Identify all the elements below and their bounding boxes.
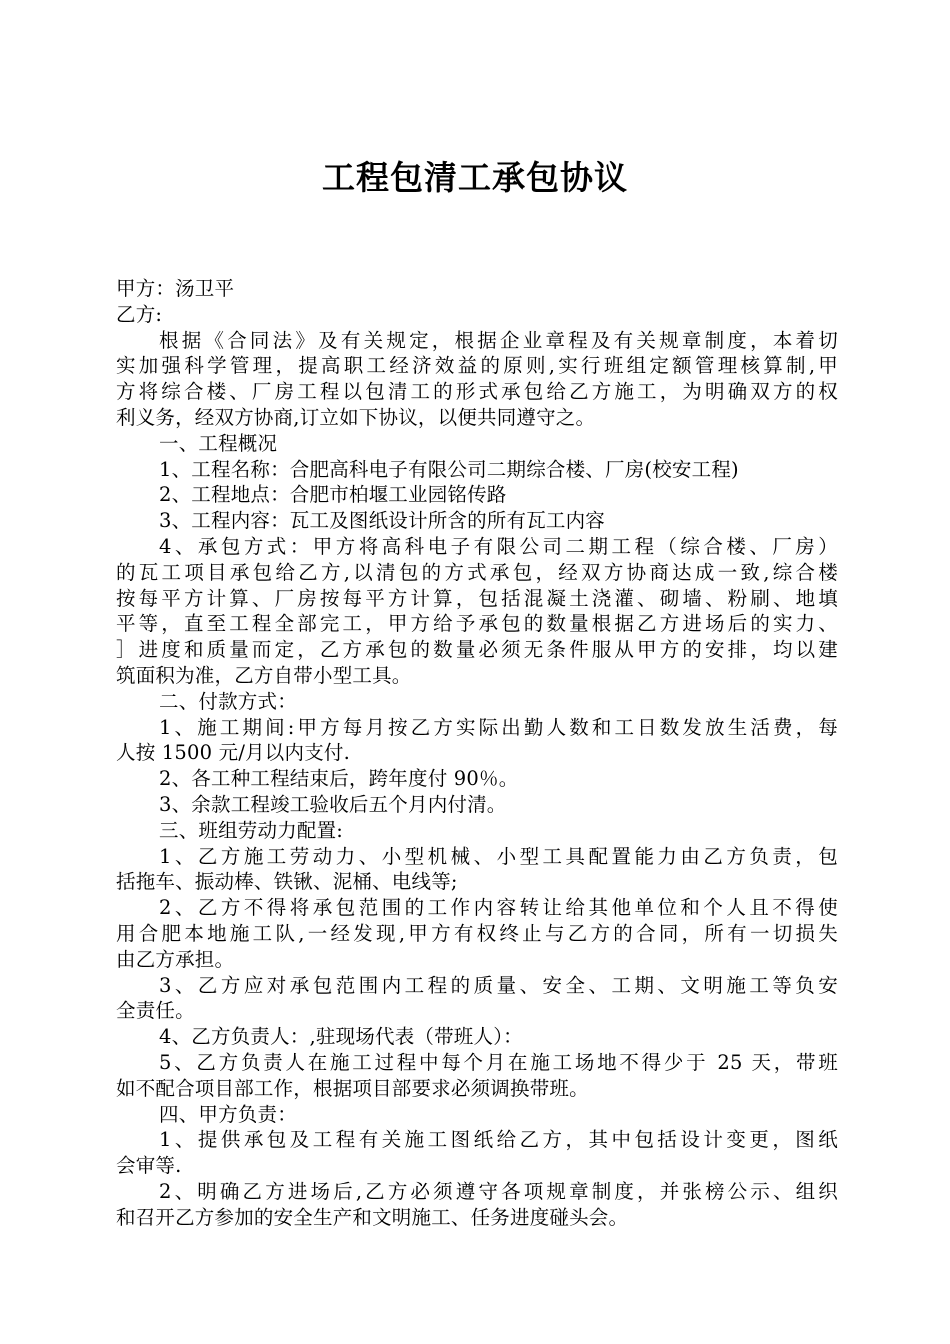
clause-line: 会审等. xyxy=(116,1154,182,1178)
paragraph-line: 实加强科学管理，提高职工经济效益的原则,实行班组定额管理核算制,甲 xyxy=(116,354,838,378)
clause-line: 平等，直至工程全部完工，甲方给予承包的数量根据乙方进场后的实力、 xyxy=(116,612,838,636)
document-title: 工程包清工承包协议 xyxy=(322,158,628,197)
document-body xyxy=(116,276,838,1230)
clause-line: 的瓦工项目承包给乙方,以清包的方式承包，经双方协商达成一致,综合楼 xyxy=(116,560,838,584)
section-heading: 四、甲方负责： xyxy=(159,1102,297,1126)
clause-line: 1、工程名称：合肥高科电子有限公司二期综合楼、厂房(校安工程) xyxy=(159,457,739,481)
clause-line: 5、乙方负责人在施工过程中每个月在施工场地不得少于 25 天，带班 xyxy=(159,1050,838,1074)
clause-line: 4、承包方式：甲方将高科电子有限公司二期工程（综合楼、厂房） xyxy=(159,534,838,558)
clause-line: 1、提供承包及工程有关施工图纸给乙方，其中包括设计变更，图纸 xyxy=(159,1128,838,1152)
clause-line: 3、余款工程竣工验收后五个月内付清。 xyxy=(159,792,507,816)
clause-line: 括拖车、振动棒、铁锹、泥桶、电线等; xyxy=(116,870,458,894)
clause-line: 1、乙方施工劳动力、小型机械、小型工具配置能力由乙方负责，包 xyxy=(159,844,838,868)
clause-line: 3、工程内容：瓦工及图纸设计所含的所有瓦工内容 xyxy=(159,509,606,533)
clause-line: 筑面积为准，乙方自带小型工具。 xyxy=(116,663,412,687)
clause-line: 1、施工期间:甲方每月按乙方实际出勤人数和工日数发放生活费，每 xyxy=(159,715,838,739)
party-a-line: 甲方：汤卫平 xyxy=(116,277,235,300)
clause-line: 3、乙方应对承包范围内工程的质量、安全、工期、文明施工等负安 xyxy=(159,973,838,997)
clause-line: 2、乙方不得将承包范围的工作内容转让给其他单位和个人且不得使 xyxy=(159,896,838,920)
clause-line: ］进度和质量而定，乙方承包的数量必须无条件服从甲方的安排，均以建 xyxy=(116,638,838,662)
clause-line: 全责任。 xyxy=(116,999,195,1023)
clause-line: 2、工程地点：合肥市柏堰工业园铭传路 xyxy=(159,483,507,507)
clause-line: 人按 1500 元/月以内支付. xyxy=(116,741,350,765)
clause-line: 如不配合项目部工作，根据项目部要求必须调换带班。 xyxy=(116,1076,589,1100)
clause-line: 按每平方计算、厂房按每平方计算，包括混凝土浇灌、砌墙、粉刷、地填 xyxy=(116,586,838,610)
clause-line: 由乙方承担。 xyxy=(116,947,235,971)
paragraph-line: 根据《合同法》及有关规定，根据企业章程及有关规章制度，本着切 xyxy=(159,328,838,352)
clause-line: 4、乙方负责人：,驻现场代表（带班人）： xyxy=(159,1025,523,1049)
section-heading: 三、班组劳动力配置: xyxy=(159,818,344,842)
paragraph-line: 方将综合楼、厂房工程以包清工的形式承包给乙方施工，为明确双方的权 xyxy=(116,380,838,404)
clause-line: 用合肥本地施工队,一经发现,甲方有权终止与乙方的合同，所有一切损失 xyxy=(116,921,838,945)
paragraph-line: 利义务，经双方协商,订立如下协议，以便共同遵守之。 xyxy=(116,405,596,429)
clause-line: 2、各工种工程结束后，跨年度付 90％。 xyxy=(159,767,519,791)
party-b-line: 乙方: xyxy=(116,302,163,326)
section-heading: 二、付款方式： xyxy=(159,689,297,713)
section-heading: 一、工程概况 xyxy=(159,431,278,455)
clause-line: 和召开乙方参加的安全生产和文明施工、任务进度碰头会。 xyxy=(116,1205,629,1229)
clause-line: 2、明确乙方进场后,乙方必须遵守各项规章制度，并张榜公示、组织 xyxy=(159,1179,838,1203)
